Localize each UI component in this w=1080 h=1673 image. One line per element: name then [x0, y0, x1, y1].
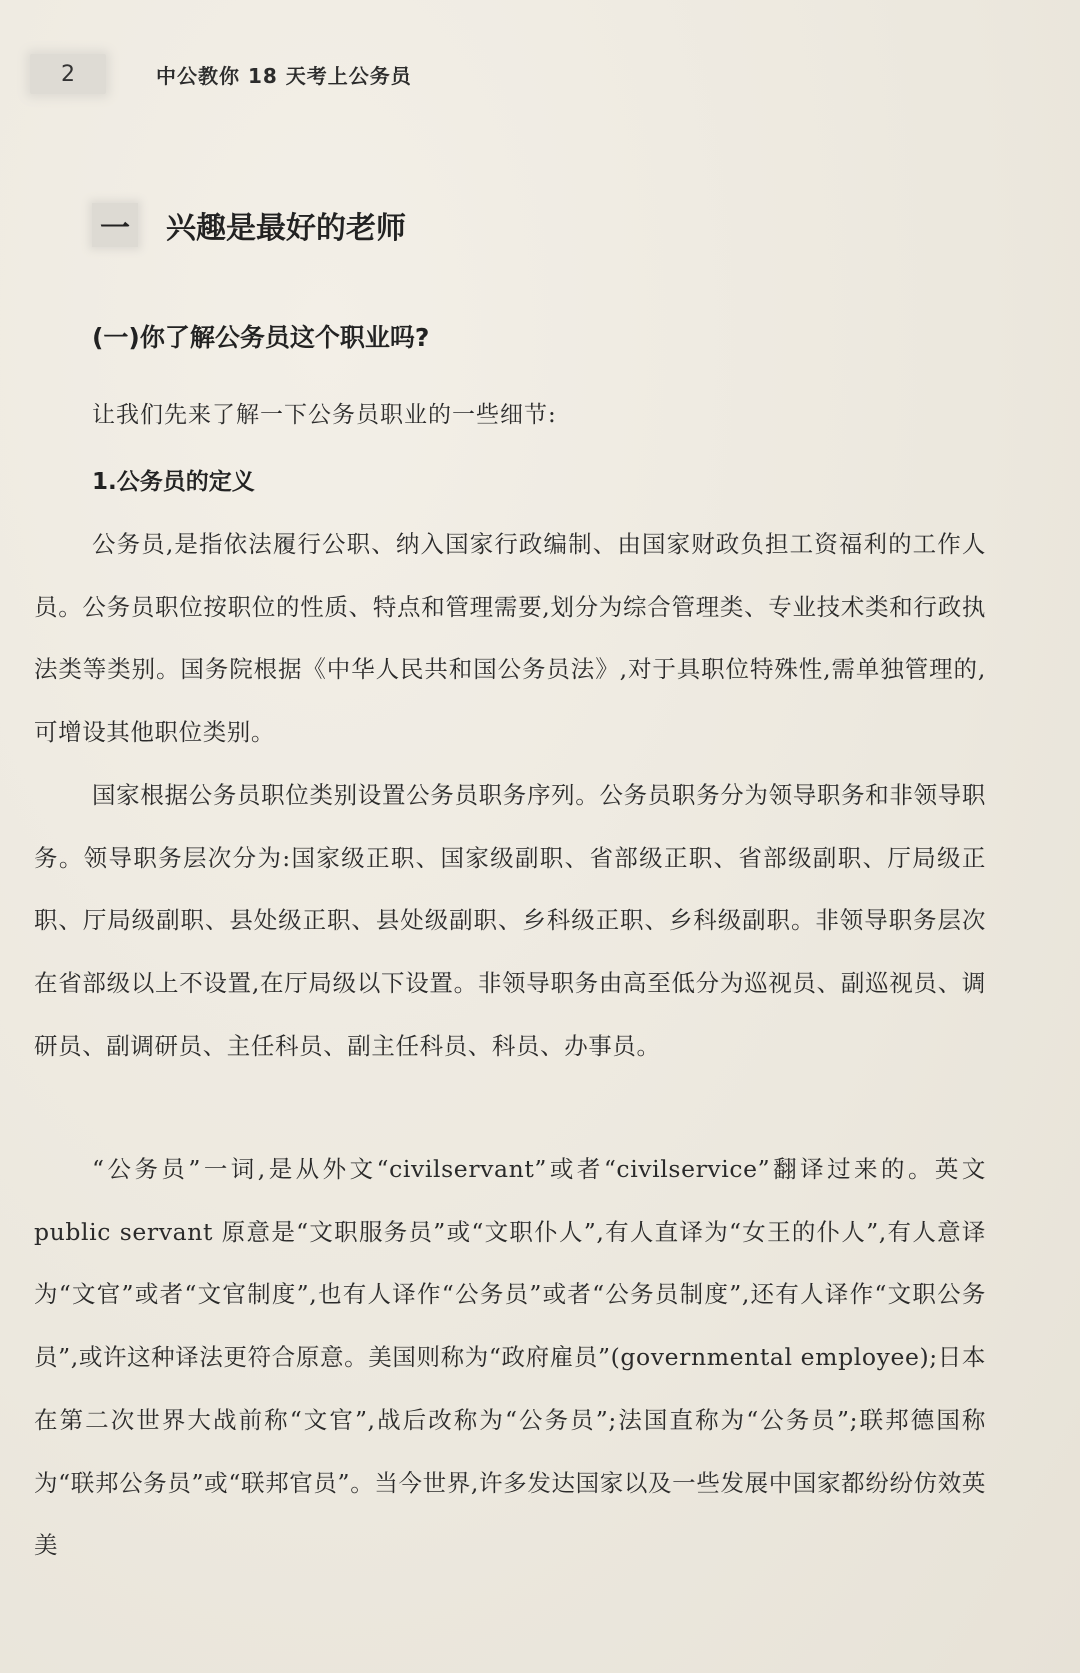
- section-title: 兴趣是最好的老师: [166, 211, 406, 246]
- intro-text: 让我们先来了解一下公务员职业的一些细节:: [92, 402, 557, 428]
- running-title: 中公教你 18 天考上公务员: [156, 63, 412, 88]
- paragraph-duties: 国家根据公务员职位类别设置公务员职务序列。公务员职务分为领导职务和非领导职务。领导职务层次分为:国家级正职、国家级副职、省部级正职、省部级副职、厅局级正职、厅局级副职、县处级正职、县处级副职、乡科级正职、乡科级副职。非领导职务层次在省部级以上不设置,在厅局级以下设置。非领导职务由高至低分为巡视员、副巡视员、调研员、副调研员、主任科员、副主任科员、科员、办事员。: [34, 781, 986, 1060]
- section-heading: [92, 203, 406, 247]
- page-header: [30, 52, 412, 96]
- subsection-heading: (一)你了解公务员这个职业吗?: [92, 323, 430, 352]
- point-heading: 1.公务员的定义: [92, 469, 255, 495]
- section-number: 一: [92, 203, 138, 247]
- paragraph-definition: 公务员,是指依法履行公职、纳入国家行政编制、由国家财政负担工资福利的工作人员。公务员职位按职位的性质、特点和管理需要,划分为综合管理类、专业技术类和行政执法类等类别。国务院根据《中华人民共和国公务员法》,对于具职位特殊性,需单独管理的,可增设其他职位类别。: [34, 530, 986, 747]
- paragraph-etymology: “公务员”一词,是从外文“civilservant”或者“civilservice”翻译过来的。英文 public servant 原意是“文职服务员”或“文职仆人”,有人直译为“女王的仆人”,有人意译为“文官”或者“文官制度”,也有人译作“公务员”或者“公务员制度”,还有人译作“文职公务员”,或许这种译法更符合原意。美国则称为“政府雇员”(governmental employee);日本在第二次世界大战前称“文官”,战后改称为“公务员”;法国直称为“公务员”;联邦德国称为“联邦公务员”或“联邦官员”。当今世界,许多发达国家以及一些发展中国家都纷纷仿效英美: [34, 1155, 986, 1560]
- page-number: 2: [30, 54, 106, 94]
